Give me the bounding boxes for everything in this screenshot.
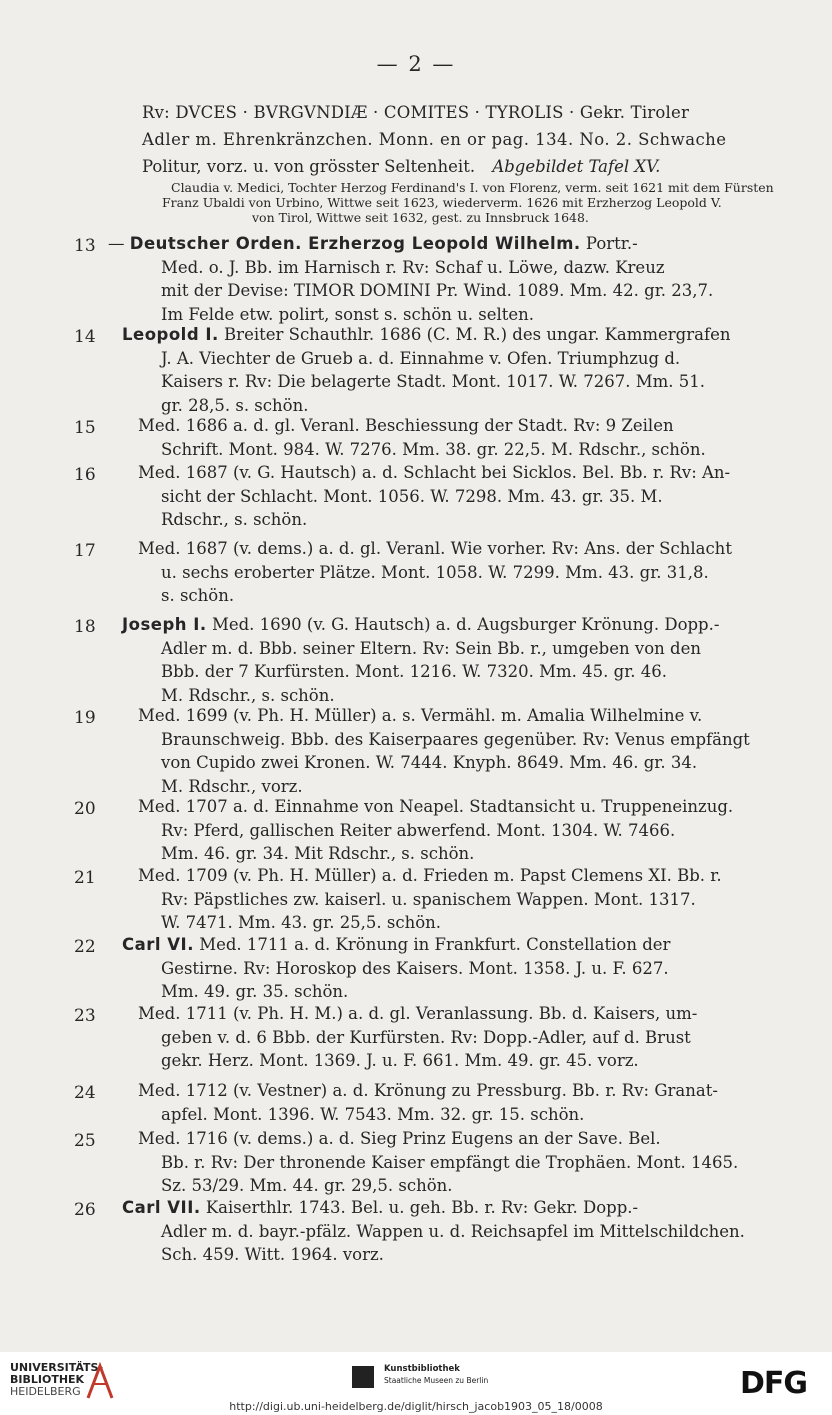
entry-number: 18 — [74, 617, 96, 637]
entry-line: gr. 28,5. s. schön. — [161, 396, 309, 415]
intro-note-2: Franz Ubaldi von Urbino, Wittwe seit 1623, wiederverm. 1626 mit Erzherzog Leopold V. — [162, 195, 722, 210]
entry-line: Mm. 46. gr. 34. Mit Rdschr., s. schön. — [161, 844, 475, 863]
entry-first-line — [122, 617, 719, 634]
kb-title: Kunstbibliothek — [384, 1364, 460, 1374]
ub-logo-line-2: BIBLIOTHEK — [10, 1373, 85, 1386]
entry-line: mit der Devise: TIMOR DOMINI Pr. Wind. 1089. Mm. 42. gr. 23,7. — [161, 281, 714, 300]
entry-first-line — [108, 236, 638, 253]
entry-line: Braunschweig. Bbb. des Kaiserpaares gegenüber. Rv: Venus empfängt — [161, 730, 750, 749]
page-number: — 2 — — [376, 52, 456, 76]
entry-first-line-text: Med. 1709 (v. Ph. H. Müller) a. d. Frieden m. Papst Clemens XI. Bb. r. — [138, 866, 722, 885]
entry-first-line — [138, 418, 674, 435]
source-url[interactable]: http://digi.ub.uni-heidelberg.de/diglit/hirsch_jacob1903_05_18/0008 — [229, 1400, 603, 1413]
entry-line: Rv: Pferd, gallischen Reiter abwerfend. Mont. 1304. W. 7466. — [161, 821, 676, 840]
entry-line: Mm. 49. gr. 35. schön. — [161, 982, 349, 1001]
entry-ruler-name: Deutscher Orden. Erzherzog Leopold Wilhelm. — [129, 234, 581, 253]
entry-first-line-text: Med. 1716 (v. dems.) a. d. Sieg Prinz Eugens an der Save. Bel. — [138, 1129, 661, 1148]
entry-first-line-text: Med. 1707 a. d. Einnahme von Neapel. Stadtansicht u. Truppeneinzug. — [138, 797, 734, 816]
entry-line: Schrift. Mont. 984. W. 7276. Mm. 38. gr. 22,5. M. Rdschr., schön. — [161, 440, 706, 459]
entry-number: 13 — [74, 236, 96, 256]
entry-line: Gestirne. Rv: Horoskop des Kaisers. Mont. 1358. J. u. F. 627. — [161, 959, 669, 978]
entry-first-line-text: Kaiserthlr. 1743. Bel. u. geh. Bb. r. Rv: Gekr. Dopp.- — [200, 1198, 639, 1217]
entry-line: M. Rdschr., s. schön. — [161, 686, 335, 705]
entry-number: 21 — [74, 868, 96, 888]
entry-first-line-text: Med. 1711 (v. Ph. H. M.) a. d. gl. Veranlassung. Bb. d. Kaisers, um- — [138, 1004, 698, 1023]
entry-first-line-text: Med. 1690 (v. G. Hautsch) a. d. Augsburger Krönung. Dopp.- — [206, 615, 720, 634]
intro-line-2: Adler m. Ehrenkränzchen. Monn. en or pag. 134. No. 2. Schwache — [142, 130, 727, 149]
entry-first-line — [138, 1131, 661, 1148]
intro-note-3: von Tirol, Wittwe seit 1632, gest. zu Innsbruck 1648. — [252, 210, 589, 225]
entry-line: Sch. 459. Witt. 1964. vorz. — [161, 1245, 384, 1264]
entry-line: Sz. 53/29. Mm. 44. gr. 29,5. schön. — [161, 1176, 453, 1195]
intro-line-3 — [142, 159, 660, 176]
entry-first-line — [138, 1083, 718, 1100]
entry-line: M. Rdschr., vorz. — [161, 777, 303, 796]
entry-number: 23 — [74, 1006, 96, 1026]
intro-line-3-text: Politur, vorz. u. von grösster Seltenheit. — [142, 157, 476, 176]
entry-number: 25 — [74, 1131, 96, 1151]
entry-first-line-text: Med. 1687 (v. G. Hautsch) a. d. Schlacht bei Sicklos. Bel. Bb. r. Rv: An- — [138, 463, 731, 482]
entry-first-line — [138, 541, 732, 558]
entry-number: 26 — [74, 1200, 96, 1220]
ub-emblem-icon — [84, 1362, 116, 1402]
entry-line: s. schön. — [161, 586, 235, 605]
entry-line: Med. o. J. Bb. im Harnisch r. Rv: Schaf u. Löwe, dazw. Kreuz — [161, 258, 665, 277]
entry-ruler-name: Carl VII. — [122, 1198, 201, 1217]
entry-line: u. sechs eroberter Plätze. Mont. 1058. W. 7299. Mm. 43. gr. 31,8. — [161, 563, 709, 582]
entry-first-line — [122, 1200, 638, 1217]
kunstbibliothek-mark-icon — [352, 1366, 374, 1388]
entry-first-line — [138, 465, 730, 482]
entry-number: 15 — [74, 418, 96, 438]
ub-logo-line-1: UNIVERSITÄTS- — [10, 1361, 104, 1374]
kb-subtitle: Staatliche Museen zu Berlin — [384, 1376, 489, 1385]
entry-line: Adler m. d. bayr.-pfälz. Wappen u. d. Reichsapfel im Mittelschildchen. — [161, 1222, 745, 1241]
entry-line: Bbb. der 7 Kurfürsten. Mont. 1216. W. 7320. Mm. 45. gr. 46. — [161, 662, 668, 681]
intro-plate-reference: Abgebildet Tafel XV. — [492, 157, 661, 176]
entry-line: Adler m. d. Bbb. seiner Eltern. Rv: Sein Bb. r., umgeben von den — [161, 639, 701, 658]
entry-line: W. 7471. Mm. 43. gr. 25,5. schön. — [161, 913, 442, 932]
entry-line: J. A. Viechter de Grueb a. d. Einnahme v. Ofen. Triumphzug d. — [161, 349, 681, 368]
entry-line: Bb. r. Rv: Der thronende Kaiser empfängt die Trophäen. Mont. 1465. — [161, 1153, 739, 1172]
entry-number: 14 — [74, 327, 96, 347]
entry-first-line — [138, 708, 702, 725]
entry-number: 17 — [74, 541, 96, 561]
entry-number: 22 — [74, 937, 96, 957]
entry-first-line — [122, 937, 670, 954]
entry-first-line-text: Med. 1712 (v. Vestner) a. d. Krönung zu Pressburg. Bb. r. Rv: Granat- — [138, 1081, 718, 1100]
entry-number: 19 — [74, 708, 96, 728]
entry-first-line-text: Med. 1687 (v. dems.) a. d. gl. Veranl. Wie vorher. Rv: Ans. der Schlacht — [138, 539, 732, 558]
footer — [0, 1352, 832, 1415]
entry-line: Im Felde etw. polirt, sonst s. schön u. selten. — [161, 305, 535, 324]
entry-line: Kaisers r. Rv: Die belagerte Stadt. Mont. 1017. W. 7267. Mm. 51. — [161, 372, 706, 391]
entry-line: Rv: Päpstliches zw. kaiserl. u. spanischem Wappen. Mont. 1317. — [161, 890, 696, 909]
entry-line: apfel. Mont. 1396. W. 7543. Mm. 32. gr. 15. schön. — [161, 1105, 585, 1124]
entry-line: Rdschr., s. schön. — [161, 510, 308, 529]
entry-number: 20 — [74, 799, 96, 819]
entry-ruler-name: Carl VI. — [122, 935, 194, 954]
entry-first-line — [138, 1006, 697, 1023]
ub-logo-line-3: HEIDELBERG — [10, 1385, 81, 1398]
entry-first-line-text: Med. 1686 a. d. gl. Veranl. Beschiessung der Stadt. Rv: 9 Zeilen — [138, 416, 674, 435]
entry-first-line-text: Breiter Schauthlr. 1686 (C. M. R.) des ungar. Kammergrafen — [218, 325, 731, 344]
entry-line: geben v. d. 6 Bbb. der Kurfürsten. Rv: Dopp.-Adler, auf d. Brust — [161, 1028, 691, 1047]
entry-first-line-text: Portr.- — [580, 234, 638, 253]
intro-note-1: Claudia v. Medici, Tochter Herzog Ferdinand's I. von Florenz, verm. seit 1621 mit dem Fürsten — [171, 180, 774, 195]
entry-first-line-text: Med. 1711 a. d. Krönung in Frankfurt. Constellation der — [193, 935, 671, 954]
intro-line-1: Rv: DVCES · BVRGVNDIÆ · COMITES · TYROLIS · Gekr. Tiroler — [142, 103, 690, 122]
dfg-logo: DFG — [740, 1366, 808, 1401]
entry-first-line — [138, 799, 733, 816]
entry-ruler-name: Joseph I. — [122, 615, 207, 634]
entry-first-line — [122, 327, 730, 344]
entry-first-line-text: Med. 1699 (v. Ph. H. Müller) a. s. Vermähl. m. Amalia Wilhelmine v. — [138, 706, 703, 725]
entry-line: gekr. Herz. Mont. 1369. J. u. F. 661. Mm. 49. gr. 45. vorz. — [161, 1051, 639, 1070]
entry-number: 24 — [74, 1083, 96, 1103]
entry-line: von Cupido zwei Kronen. W. 7444. Knyph. 8649. Mm. 46. gr. 34. — [161, 753, 698, 772]
entry-dash: — — [108, 234, 130, 253]
entry-line: sicht der Schlacht. Mont. 1056. W. 7298. Mm. 43. gr. 35. M. — [161, 487, 663, 506]
entry-first-line — [138, 868, 722, 885]
entry-number: 16 — [74, 465, 96, 485]
entry-ruler-name: Leopold I. — [122, 325, 219, 344]
